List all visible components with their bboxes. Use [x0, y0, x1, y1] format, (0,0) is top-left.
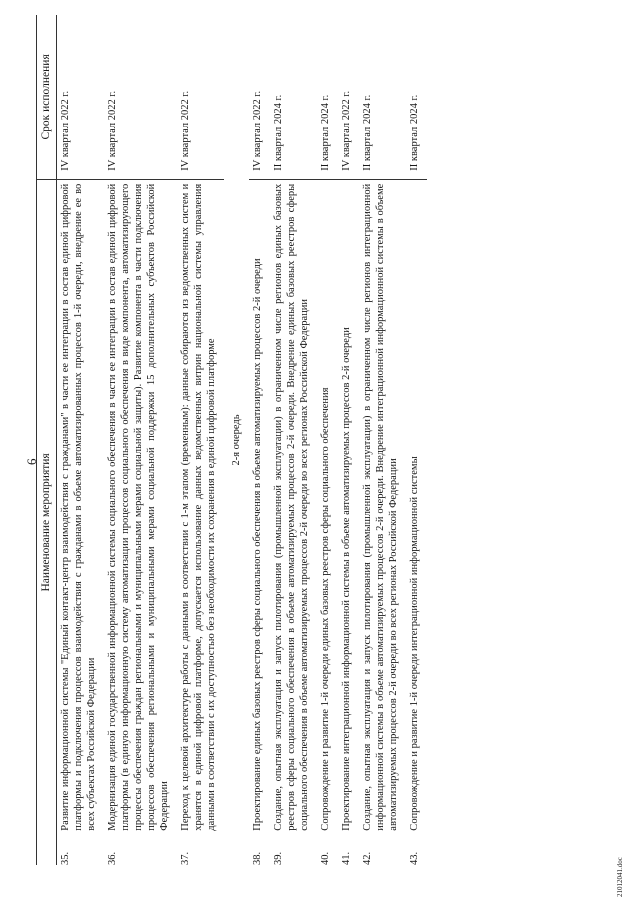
row-measure-name: Сопровождение и развитие 1-й очереди интеграционной информационной системы	[409, 456, 420, 831]
section-row	[224, 15, 249, 865]
table-row	[249, 15, 270, 865]
page-number: 6	[24, 458, 39, 465]
row-number: 36.	[107, 851, 118, 865]
row-number: 43.	[409, 851, 420, 865]
row-measure-name: Создание, опытная эксплуатация и запуск пилотирования (промышленной эксплуатации) в ограниченном числе регионов единых базовых реестров сферы социального обеспечения в объеме автоматизируемых процессов 2-й очереди. Внедрение единых базовых реестров сферы социального обеспечения в объеме автоматизируемых процессов 2-й очереди во всех регионах Российской Федерации	[273, 183, 310, 831]
row-measure-name: Переход к целевой архитектуре работы с данными в соответствии с 1-м этапом (временным): данные собираются из ведомственных систем и хранятся в единой цифровой платформе, допускается использование данных ведомственных витрин национальной системы управления данными в соответствии с их доступностью без необходимости их сохранения в единой цифровой платформе	[180, 183, 217, 831]
row-number: 38.	[252, 851, 263, 865]
section-title: 2-я очередь	[231, 414, 242, 466]
header-name: Наименование мероприятия	[37, 179, 57, 865]
table-row	[338, 15, 359, 865]
row-measure-name: Создание, опытная эксплуатация и запуск пилотирования (промышленной эксплуатации) в ограниченном числе регионов интеграционной информационной системы в объеме автоматизируемых процессов 2-й очереди. Внедрение интеграционной информационной системы в объеме автоматизируемых процессов 2-й очереди во всех регионах Российской Федерации	[362, 183, 399, 831]
table-header-row	[37, 15, 57, 865]
row-deadline: IV квартал 2022 г.	[104, 15, 177, 179]
row-deadline: IV квартал 2022 г.	[177, 15, 224, 179]
row-number: 35.	[60, 851, 71, 865]
row-measure-name: Сопровождение и развитие 1-й очереди единых базовых реестров сферы социального обеспечения	[320, 387, 331, 831]
row-measure-name: Развитие информационной системы "Единый контакт-центр взаимодействия с гражданами" в части ее интеграции в состав единой цифровой платформы и подключения процессов взаимодействия с гражданами в объеме автоматизированных процессов 1-й очереди, внедрение ее во всех субъектах Российской Федерации	[60, 183, 97, 831]
row-deadline: IV квартал 2022 г.	[249, 15, 270, 179]
table-row	[317, 15, 338, 865]
table-body	[57, 15, 428, 865]
document-code: 21012041.doc	[616, 857, 624, 897]
row-measure-name: Проектирование единых базовых реестров сферы социального обеспечения в объеме автоматизируемых процессов 2-й очереди	[252, 258, 263, 831]
measures-table	[36, 15, 427, 865]
row-number: 37.	[180, 851, 191, 865]
row-number: 42.	[362, 851, 373, 865]
table-row	[359, 15, 406, 865]
row-number: 41.	[341, 851, 352, 865]
row-measure-name: Модернизация единой государственной информационной системы социального обеспечения в части ее интеграции в состав единой цифровой платформы (в единую информационную систему автоматизации процессов социального обеспечения в виде компонента, автоматизирующего процессы обеспечения граждан региональными и муниципальными мерами социальной защиты). Развитие компонента в части подключения процессов обеспечения региональными и муниципальными мерами социальной поддержки 15 дополнительных субъектов Российской Федерации	[107, 183, 170, 831]
row-deadline: II квартал 2024 г.	[270, 15, 317, 179]
row-number: 39.	[273, 851, 284, 865]
table-row	[177, 15, 224, 865]
row-measure-name: Проектирование интеграционной информационной системы в объеме автоматизируемых процессов 2-й очереди	[341, 327, 352, 831]
table-row	[406, 15, 427, 865]
row-number: 40.	[320, 851, 331, 865]
header-deadline: Срок исполнения	[37, 15, 57, 179]
table-row	[104, 15, 177, 865]
row-deadline: II квартал 2024 г.	[359, 15, 406, 179]
row-deadline: IV квартал 2022 г.	[338, 15, 359, 179]
row-deadline: II квартал 2024 г.	[406, 15, 427, 179]
row-deadline: II квартал 2024 г.	[317, 15, 338, 179]
table-row	[270, 15, 317, 865]
table-row	[57, 15, 105, 865]
row-deadline: IV квартал 2022 г.	[57, 15, 105, 179]
